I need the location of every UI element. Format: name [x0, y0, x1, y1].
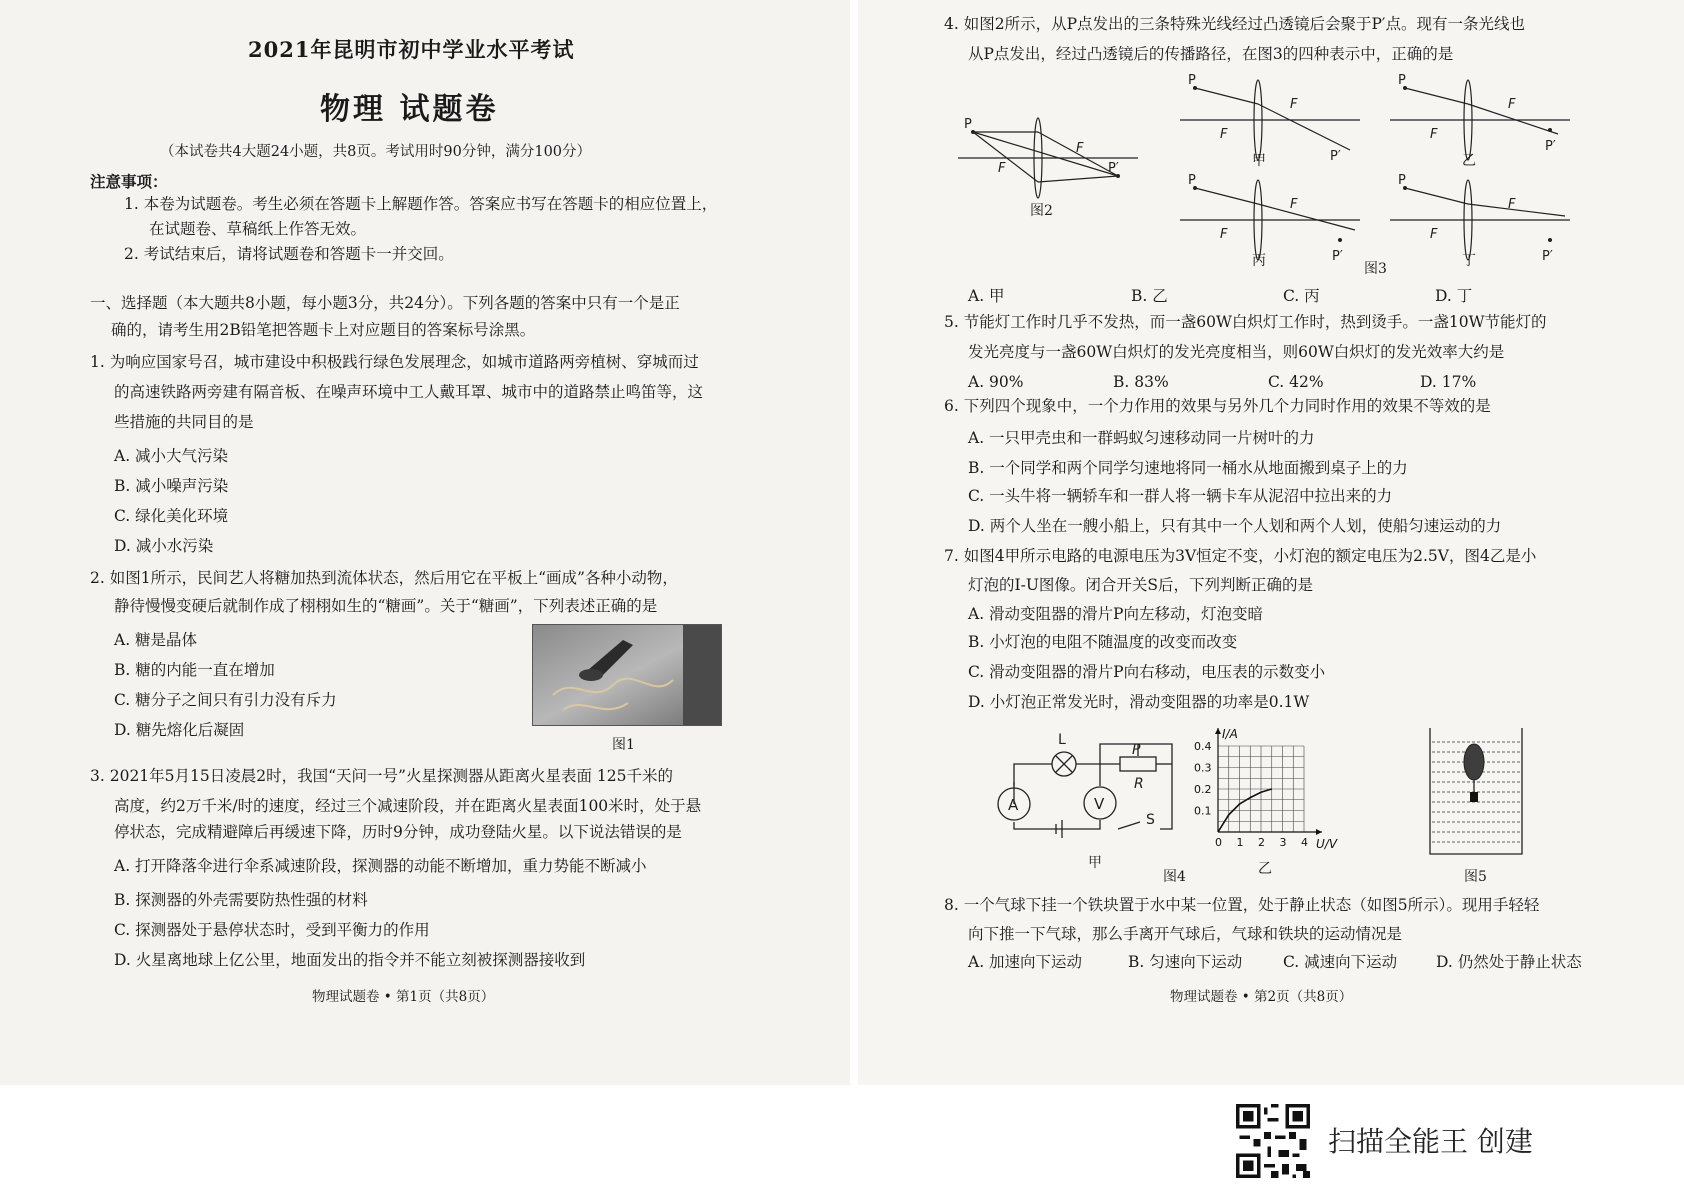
figure-3-option-yi [1390, 70, 1570, 170]
fig3-jia-f-right-label: F [1290, 97, 1298, 112]
fig3-ding-pp-label: P′ [1542, 249, 1553, 264]
y-tick-label: 0.1 [1194, 804, 1212, 818]
question-2-line-2: 静待慢慢变硬后就制作成了栩栩如生的“糖画”。关于“糖画”，下列表述正确的是 [114, 597, 658, 615]
notice-1-line-1: 1. 本卷为试题卷。考生必须在答题卡上解题作答。答案应书写在答题卡的相应位置上， [124, 195, 718, 213]
question-4-option-a: A. 甲 [968, 287, 1005, 305]
question-3-option-a: A. 打开降落伞进行伞系减速阶段，探测器的动能不断增加，重力势能不断减小 [114, 857, 647, 875]
fig3-jia-f-left-label: F [1220, 127, 1228, 142]
figure-4-graph-label: 乙 [1258, 861, 1272, 877]
question-5-line-1: 5. 节能灯工作时几乎不发热，而一盏60W白炽灯工作时，热到烫手。一盏10W节能灯的 [944, 313, 1547, 331]
figure-3-option-ding [1390, 170, 1570, 270]
question-7-option-d: D. 小灯泡正常发光时，滑动变阻器的功率是0.1W [968, 693, 1310, 711]
question-4-line-2: 从P点发出，经过凸透镜后的传播路径，在图3的四种表示中，正确的是 [968, 45, 1454, 63]
question-7-option-a: A. 滑动变阻器的滑片P向左移动，灯泡变暗 [968, 605, 1263, 623]
question-2-option-a: A. 糖是晶体 [114, 631, 198, 649]
sugar-painting-photo [532, 624, 722, 726]
qr-code [1236, 1104, 1310, 1178]
figure-4-circuit-label: 甲 [1088, 855, 1102, 871]
question-3-option-b: B. 探测器的外壳需要防热性强的材料 [114, 891, 368, 909]
fig2-p-label: P [964, 117, 972, 132]
question-1-option-c: C. 绿化美化环境 [114, 507, 229, 525]
switch-label: S [1146, 812, 1155, 828]
fig2-pp-label: P′ [1108, 161, 1119, 176]
figure-5-balloon-in-water [1428, 728, 1524, 856]
paper-title: 物理 试题卷 [320, 92, 499, 127]
question-1-line-1: 1. 为响应国家号召，城市建设中积极践行绿色发展理念，如城市道路两旁植树、穿城而过 [90, 353, 699, 371]
exam-info: （本试卷共4大题24小题，共8页。考试用时90分钟，满分100分） [160, 144, 592, 160]
x-tick-label: 3 [1279, 836, 1287, 849]
question-7-option-b: B. 小灯泡的电阻不随温度的改变而改变 [968, 633, 1238, 651]
question-6-option-a: A. 一只甲壳虫和一群蚂蚁匀速移动同一片树叶的力 [968, 429, 1315, 447]
fig3-ding-p-label: P [1398, 173, 1406, 188]
x-tick-label: 1 [1236, 836, 1244, 849]
question-7-option-c: C. 滑动变阻器的滑片P向右移动，电压表的示数变小 [968, 663, 1326, 681]
x-tick-label: 4 [1301, 836, 1308, 849]
lamp-label: L [1058, 732, 1066, 748]
fig3-jia-p-label: P [1188, 73, 1196, 88]
question-4-line-1: 4. 如图2所示，从P点发出的三条特殊光线经过凸透镜后会聚于P′点。现有一条光线也 [944, 15, 1525, 33]
notice-2: 2. 考试结束后，请将试题卷和答题卡一并交回。 [124, 245, 454, 263]
question-4-option-c: C. 丙 [1283, 287, 1320, 305]
question-4-option-d: D. 丁 [1435, 287, 1473, 305]
y-tick-label: 0.4 [1194, 740, 1212, 753]
fig3-yi-f-right-label: F [1508, 97, 1516, 112]
fig3-jia-pp-label: P′ [1330, 149, 1341, 164]
question-5-option-c: C. 42% [1268, 373, 1324, 391]
question-2-option-d: D. 糖先熔化后凝固 [114, 721, 245, 739]
x-tick-label: 0 [1215, 836, 1222, 849]
fig3-ding-f-right-label: F [1508, 197, 1516, 212]
figure-3-caption: 图3 [1364, 261, 1387, 277]
y-tick-label: 0.2 [1194, 783, 1212, 796]
fig3-bing-p-label: P [1188, 173, 1196, 188]
question-5-line-2: 发光亮度与一盏60W白炽灯的发光亮度相当，则60W白炽灯的发光效率大约是 [968, 343, 1505, 361]
fig3-ding-f-left-label: F [1430, 227, 1438, 242]
page-1-footer: 物理试题卷 • 第1页（共8页） [312, 989, 495, 1005]
question-1-option-b: B. 减小噪声污染 [114, 477, 229, 495]
figure-4-iu-graph [1182, 727, 1338, 858]
question-7-line-2: 灯泡的I-U图像。闭合开关S后，下列判断正确的是 [968, 576, 1314, 594]
question-1-option-d: D. 减小水污染 [114, 537, 214, 555]
y-axis-label: I/A [1222, 727, 1238, 741]
question-3-option-c: C. 探测器处于悬停状态时，受到平衡力的作用 [114, 921, 430, 939]
notice-1-line-2: 在试题卷、草稿纸上作答无效。 [149, 220, 367, 238]
figure-3-option-bing [1180, 170, 1360, 270]
question-6-option-c: C. 一头牛将一辆轿车和一群人将一辆卡车从泥沼中拉出来的力 [968, 487, 1393, 505]
fig2-f-left-label: F [998, 161, 1006, 176]
fig3-bing-f-right-label: F [1290, 197, 1298, 212]
fig3-bing-f-left-label: F [1220, 227, 1228, 242]
question-8-line-2: 向下推一下气球，那么手离开气球后，气球和铁块的运动情况是 [968, 925, 1403, 943]
question-1-line-3: 些措施的共同目的是 [114, 413, 254, 431]
question-2-option-b: B. 糖的内能一直在增加 [114, 661, 275, 679]
figure-3-label-bing: 丙 [1252, 253, 1266, 269]
page-gutter [850, 0, 858, 1085]
question-2-line-1: 2. 如图1所示，民间艺人将糖加热到流体状态，然后用它在平板上“画成”各种小动物， [90, 569, 678, 587]
figure-1-caption: 图1 [612, 737, 635, 753]
section-1-heading-line-1: 一、选择题（本大题共8小题，每小题3分，共24分）。下列各题的答案中只有一个是正 [90, 294, 680, 312]
question-6: 6. 下列四个现象中，一个力作用的效果与另外几个力同时作用的效果不等效的是 [944, 397, 1491, 415]
question-3-line-1: 3. 2021年5月15日凌晨2时，我国“天问一号”火星探测器从距离火星表面 125千米的 [90, 767, 673, 785]
question-8-option-a: A. 加速向下运动 [968, 953, 1083, 971]
fig2-f-right-label: F [1076, 141, 1084, 156]
x-axis-label: U/V [1316, 837, 1338, 851]
exam-page-1 [0, 0, 850, 1085]
question-6-option-d: D. 两个人坐在一艘小船上，只有其中一个人划和两个人划，使船匀速运动的力 [968, 517, 1502, 535]
fig3-yi-f-left-label: F [1430, 127, 1438, 142]
rheostat-label: R [1134, 776, 1144, 792]
question-5-option-a: A. 90% [968, 373, 1024, 391]
question-4-option-b: B. 乙 [1131, 287, 1168, 305]
question-6-option-b: B. 一个同学和两个同学匀速地将同一桶水从地面搬到桌子上的力 [968, 459, 1408, 477]
question-2-option-c: C. 糖分子之间只有引力没有斥力 [114, 691, 337, 709]
fig3-yi-pp-label: P′ [1545, 139, 1556, 154]
figure-2-caption: 图2 [1030, 203, 1053, 219]
question-8-option-c: C. 减速向下运动 [1283, 953, 1398, 971]
question-1-option-a: A. 减小大气污染 [114, 447, 229, 465]
figure-3-label-ding: 丁 [1462, 253, 1476, 269]
question-5-option-d: D. 17% [1420, 373, 1477, 391]
x-axis-arrow [1316, 829, 1322, 835]
question-3-line-2: 高度，约2万千米/时的速度，经过三个减速阶段，并在距离火星表面100米时，处于悬 [114, 797, 702, 815]
notice-heading: 注意事项： [90, 172, 168, 191]
y-tick-label: 0.3 [1194, 761, 1212, 775]
section-1-heading-line-2: 确的，请考生用2B铅笔把答题卡上对应题目的答案标号涂黑。 [111, 321, 536, 339]
question-8-option-d: D. 仍然处于静止状态 [1436, 953, 1582, 971]
slider-label: P [1132, 742, 1141, 758]
fig3-bing-pp-label: P′ [1332, 249, 1343, 264]
x-tick-label: 2 [1258, 836, 1265, 849]
y-axis-arrow [1215, 728, 1221, 734]
exam-page-2 [858, 0, 1684, 1085]
figure-3-label-jia: 甲 [1252, 153, 1266, 169]
scanner-watermark: 扫描全能王 创建 [1328, 1125, 1533, 1158]
figure-3-label-yi: 乙 [1462, 153, 1476, 169]
ammeter-label: A [1008, 796, 1019, 814]
figure-3-option-jia [1180, 70, 1360, 170]
voltmeter-label: V [1094, 795, 1105, 813]
question-8-option-b: B. 匀速向下运动 [1128, 953, 1243, 971]
figure-5-caption: 图5 [1464, 869, 1487, 885]
question-3-option-d: D. 火星离地球上亿公里，地面发出的指令并不能立刻被探测器接收到 [114, 951, 586, 969]
figure-4-caption: 图4 [1163, 869, 1186, 885]
page-2-footer: 物理试题卷 • 第2页（共8页） [1170, 989, 1353, 1005]
question-5-option-b: B. 83% [1113, 373, 1169, 391]
question-7-line-1: 7. 如图4甲所示电路的电源电压为3V恒定不变，小灯泡的额定电压为2.5V，图4乙是小 [944, 547, 1537, 565]
question-3-line-3: 停状态，完成精避障后再缓速下降，历时9分钟，成功登陆火星。以下说法错误的是 [114, 823, 682, 841]
fig3-yi-p-label: P [1398, 73, 1406, 88]
question-1-line-2: 的高速铁路两旁建有隔音板、在噪声环境中工人戴耳罩、城市中的道路禁止鸣笛等，这 [114, 383, 704, 401]
question-8-line-1: 8. 一个气球下挂一个铁块置于水中某一位置，处于静止状态（如图5所示）。现用手轻轻 [944, 896, 1540, 914]
exam-title: 2021年昆明市初中学业水平考试 [248, 37, 575, 62]
